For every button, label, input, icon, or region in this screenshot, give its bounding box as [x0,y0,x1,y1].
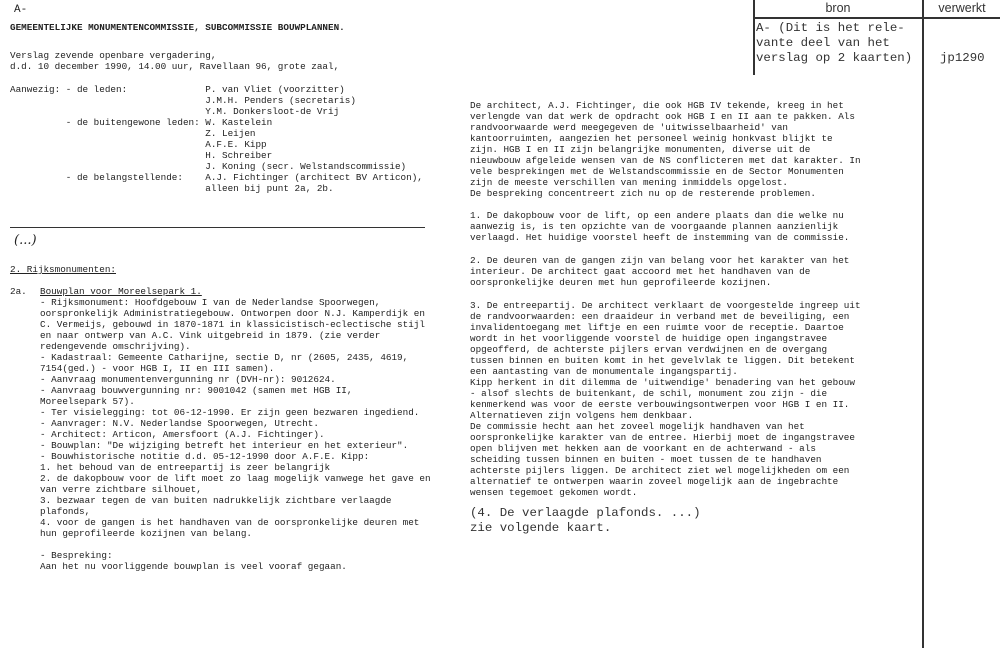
document-marker: A- [14,4,28,16]
omission-mark: (...) [14,233,37,248]
discussion-intro: De architect, A.J. Fichtinger, die ook HGB IV tekende, kreeg in het verlengde van dat werk de opdracht ook HGB I en II aan te pakken. Als randvoorwaarde werd meegegeven de 'uitwisselbaarheid' van kantoorruimten, aangezien het personeel weinig honkvast blijkt te zijn. HGB I en II zijn belangrijke monumenten, diverse uit de nieuwbouw afgeleide wensen van de NS conflicteren met dat karakter. In vele besprekingen met de Welstandscommissie en de Sector Monumenten zijn de meeste verschillen van mening inmiddels opgelost. De bespreking concentreert zich nu op de resterende problemen. [470,100,861,199]
section-separator [10,227,425,228]
verwerkt-entry: jp1290 [940,51,985,65]
item-body: - Rijksmonument: Hoofdgebouw I van de Nederlandse Spoorwegen, oorspronkelijk Administratiegebouw. Ontworpen door N.J. Kamperdijk en C. Vermeijs, gebouwd in 1870-1871 in klassicistisch-eclectische stijl en naar ontwerp van A.C. Vink uitgebreid in 1879. (zie verder redengevende omschrijving). - Kadastraal: Gemeente Catharijne, sectie D, nr (2605, 2435, 4619, 7154(ged.) - voor HGB I, II en III samen). - Aanvraag monumentenvergunning nr (DVH-nr): 9012624. - Aanvraag bouwvergunning nr: 9001042 (samen met HGB II, Moreelsepark 57). - Ter visielegging: tot 06-12-1990. Er zijn geen bezwaren ingediend. - Aanvrager: N.V. Nederlandse Spoorwegen, Utrecht. - Architect: Articon, Amersfoort (A.J. Fichtinger). - Bouwplan: "De wijziging betreft het interieur en het exterieur". - Bouwhistorische notitie d.d. 05-12-1990 door A.F.E. Kipp: 1. het behoud van de entreepartij is zeer belangrijk 2. de dakopbouw voor de lift moet zo laag mogelijk vanwege het gave en van verre zichtbare silhouet, 3. bezwaar tegen de van buiten nadrukkelijk zichtbare verlaagde plafonds, 4. voor de gangen is het handhaven van de oorspronkelijke deuren met hun geprofileerde kozijnen van belang. - Bespreking: Aan het nu voorliggende bouwplan is veel vooraf gegaan. [40,297,431,572]
item-label: 2a. [10,286,27,297]
point-3-entrance: 3. De entreepartij. De architect verklaart de voorgestelde ingreep uit de randvoorwaarden: een draaideur in verband met de beveiliging, een invalidentoegang met liftje en een ruimte voor de receptie. Daartoe wordt in het voorliggende voorstel de huidige open ingangstravee opgeofferd, de achterste pijlers ervan verdwijnen en de overgang tussen binnen en buiten komt in het gevelvlak te liggen. Dit betekent een aantasting van de monumentale ingangspartij. Kipp herkent in dit dilemma de 'uitwendige' benadering van het gebouw - alsof slechts de buitenkant, de schil, monument zou zijn - die kenmerkend was voor de eerste verbouwingsontwerpen voor HGB I en II. Alternatieven zijn volgens hem denkbaar. De commissie hecht aan het zoveel mogelijk handhaven van het oorspronkelijke karakter van de entree. Hierbij moet de ingangstravee open blijven met hekken aan de voorkant en de achterwand - als scheiding tussen binnen en buiten - moet tussen de te handhaven achterste pijlers liggen. De architect ziet wel mogelijkheden om een alternatief te ontwerpen waarin zoveel mogelijk aan de ingebrachte wensen tegemoet gekomen wordt. [470,300,861,498]
point-1-roof: 1. De dakopbouw voor de lift, op een andere plaats dan die welke nu aanwezig is, is ten opzichte van de voorgaande plannen aanzienlijk verlaagd. Het huidige voorstel heeft de instemming van de commissie. [470,210,850,243]
item-title: Bouwplan voor Moreelsepark 1. [40,286,202,297]
section-heading: 2. Rijksmonumenten: [10,264,117,275]
document-title: GEMEENTELIJKE MONUMENTENCOMMISSIE, SUBCOMMISSIE BOUWPLANNEN. [10,22,345,33]
bron-entry: A- (Dit is het rele- vante deel van het verslag op 2 kaarten) [756,21,913,65]
column-header-verwerkt: verwerkt [938,1,986,15]
column-divider [922,0,924,648]
continuation-note: (4. De verlaagde plafonds. ...) zie volgende kaart. [470,506,701,535]
meeting-details: Verslag zevende openbare vergadering, d.d. 10 december 1990, 14.00 uur, Ravellaan 96, grote zaal, [10,50,340,72]
column-header-bron: bron [825,1,851,15]
attendance-list: Aanwezig: - de leden: P. van Vliet (voorzitter) J.M.H. Penders (secretaris) Y.M. Donkersloot-de Vrij - de buitengewone leden: W. Kastelein Z. Leijen A.F.E. Kipp H. Schreiber J. Koning (secr. Welstandscommissie) - de belangstellende: A.J. Fichtinger (architect BV Articon), alleen bij punt 2a, 2b. [10,84,423,194]
point-2-doors: 2. De deuren van de gangen zijn van belang voor het karakter van het interieur. De architect gaat accoord met het handhaven van de oorspronkelijke deuren met hun geprofileerde kozijnen. [470,255,850,288]
header-underline [753,17,1000,19]
